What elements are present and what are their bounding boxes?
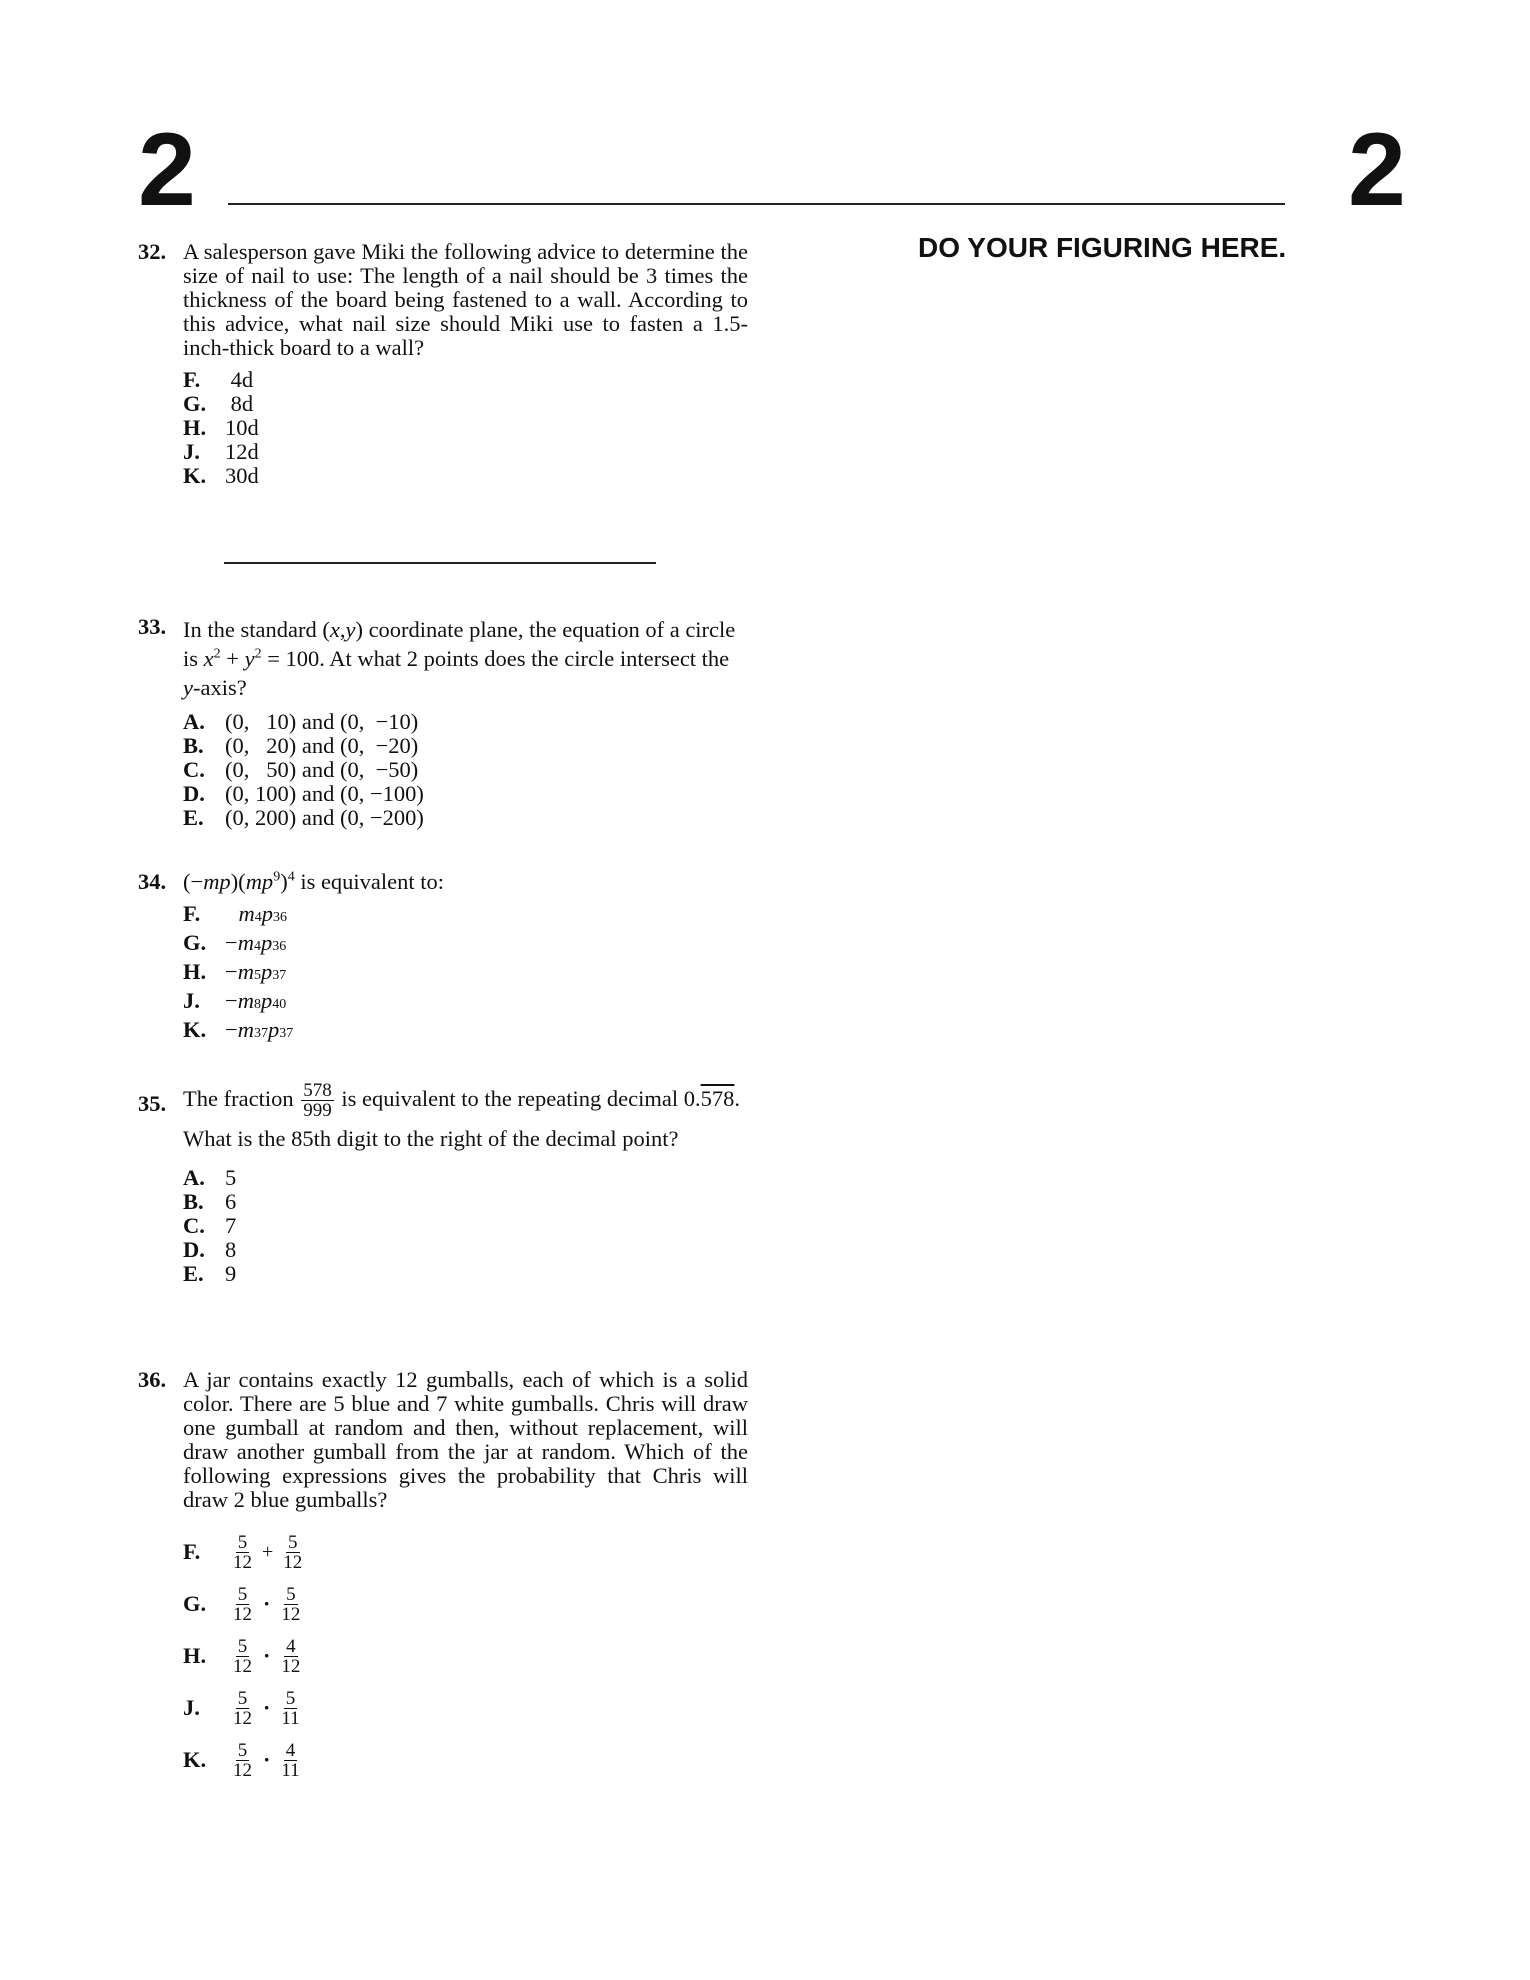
fraction-denominator: 12: [281, 1603, 301, 1625]
var-mp: mp: [245, 869, 274, 894]
fraction-numerator: 5: [285, 1687, 296, 1709]
answer-choice-e[interactable]: [183, 1262, 748, 1286]
fraction-numerator: 4: [286, 1635, 296, 1657]
choice-text: 8d: [225, 391, 254, 416]
var-mp: mp: [203, 869, 231, 894]
question-number: 35.: [138, 1091, 167, 1116]
fraction-denominator: 11: [281, 1759, 300, 1781]
operator: ·: [263, 1643, 271, 1668]
stem-text: ): [280, 869, 288, 894]
fraction: [279, 1689, 301, 1728]
exponent: 2: [254, 646, 262, 662]
fraction: [231, 1533, 254, 1572]
choice-letter: K.: [183, 463, 207, 488]
answer-choices: [183, 368, 748, 488]
choice-letter: J.: [183, 1695, 200, 1720]
question-stem: A jar contains exactly 12 gumballs, each of which is a solid color. There are 5 blue and 7 white gumballs. Chris will draw one gumball at random and then, without replacement, will draw another gumball from the jar at random. Which of the following expressions gives the probability that Chris will draw 2 blue gumballs?: [183, 1367, 748, 1512]
var-m: m: [237, 1017, 254, 1042]
answer-choice-h[interactable]: H. − m 5 p 37: [183, 959, 287, 984]
question-33: [138, 615, 748, 830]
decimal-integer: 0.: [683, 1086, 701, 1111]
choice-text: 9: [225, 1261, 237, 1287]
choice-letter: B.: [183, 1189, 204, 1215]
fraction-numerator: 5: [237, 1531, 248, 1553]
answer-choice-b[interactable]: [183, 1190, 748, 1214]
answer-choice-b[interactable]: [183, 734, 748, 758]
var-y: y: [183, 675, 193, 700]
stem-text: )(: [230, 869, 246, 894]
fraction: [301, 1081, 334, 1120]
stem-text: is equivalent to the repeating decimal: [335, 1086, 684, 1111]
fraction-denominator: 12: [233, 1603, 252, 1625]
choice-letter: D.: [183, 1237, 205, 1263]
fraction-denominator: 999: [303, 1100, 332, 1122]
minus-sign: −: [225, 1017, 238, 1042]
answer-choice-d[interactable]: [183, 782, 748, 806]
operator: ·: [263, 1747, 271, 1772]
fraction-denominator: 12: [233, 1655, 252, 1677]
answer-choice-e[interactable]: [183, 806, 748, 830]
choice-letter: G.: [183, 930, 207, 955]
choice-letter: F.: [183, 367, 201, 392]
answer-choice-a[interactable]: [183, 1166, 748, 1190]
choice-text: 8: [225, 1237, 237, 1263]
choice-text: 7: [225, 1213, 237, 1239]
answer-choice-d[interactable]: [183, 1238, 748, 1262]
var-x: x: [329, 617, 340, 642]
answer-choices: [183, 902, 748, 1047]
repeating-digits: 578: [700, 1086, 735, 1111]
question-stem: A salesperson gave Miki the following advice to determine the size of nail to use: The length of a nail should be 3 times the thickness of the board being fastened to a wall. According to this advice, what nail size should Miki use to fasten a 1.5-inch-thick board to a wall?: [183, 239, 748, 360]
operator: ·: [263, 1695, 271, 1720]
question-divider-rule: [224, 562, 656, 564]
answer-choice-k[interactable]: [183, 464, 748, 488]
var-y: y: [345, 617, 356, 642]
var-m: m: [238, 901, 255, 926]
answer-choice-k[interactable]: [183, 1734, 748, 1786]
operator: +: [262, 1541, 274, 1563]
choice-letter: E.: [183, 1261, 204, 1287]
exponent: 4: [287, 869, 295, 885]
answer-choice-k[interactable]: K. − m 37 p 37: [183, 1017, 294, 1042]
fraction-numerator: 5: [237, 1583, 248, 1605]
fraction-denominator: 12: [283, 1551, 303, 1573]
fraction-numerator: 5: [237, 1739, 248, 1761]
var-p: p: [260, 959, 273, 984]
question-32: [138, 240, 748, 488]
answer-choice-c[interactable]: [183, 1214, 748, 1238]
choice-letter: F.: [183, 901, 201, 926]
answer-choice-h[interactable]: [183, 416, 748, 440]
fraction-numerator: 5: [237, 1687, 248, 1709]
section-number-left: 2: [138, 112, 196, 228]
minus-sign: −: [225, 988, 238, 1013]
minus-sign: −: [225, 930, 238, 955]
choice-letter: E.: [183, 805, 204, 830]
choice-text: (0, 100) and (0, −100): [225, 781, 424, 806]
choice-letter: D.: [183, 781, 205, 806]
fraction-denominator: 12: [233, 1551, 252, 1573]
stem-text: -axis?: [193, 675, 247, 700]
var-x: x: [203, 646, 214, 671]
fraction-denominator: 12: [233, 1759, 252, 1781]
choice-letter: H.: [183, 415, 207, 440]
stem-text: is equivalent to:: [294, 869, 445, 894]
answer-choice-f[interactable]: F. m 4 p 36: [183, 901, 288, 926]
question-36: [138, 1368, 748, 1786]
fraction-denominator: 12: [233, 1707, 252, 1729]
var-p: p: [261, 901, 274, 926]
question-34: [138, 870, 748, 1047]
choice-letter: H.: [183, 1643, 207, 1668]
choice-letter: G.: [183, 1591, 207, 1616]
fraction: [279, 1585, 302, 1624]
fraction: [279, 1741, 301, 1780]
choice-letter: B.: [183, 733, 204, 758]
question-number: 32.: [138, 239, 167, 264]
fraction-numerator: 5: [237, 1635, 248, 1657]
choice-letter: G.: [183, 391, 207, 416]
choice-text: (0, 200) and (0, −200): [225, 805, 424, 830]
question-35: [138, 1080, 748, 1286]
var-m: m: [237, 988, 254, 1013]
fraction-numerator: 4: [285, 1739, 296, 1761]
fraction: [231, 1689, 254, 1728]
operator: ·: [263, 1591, 271, 1616]
question-number: 33.: [138, 614, 167, 639]
choice-text: 5: [225, 1165, 237, 1191]
choice-text: 4d: [225, 367, 254, 392]
stem-text: ,: [339, 617, 346, 642]
choice-letter: K.: [183, 1747, 207, 1772]
fraction: [231, 1585, 254, 1624]
answer-choice-j[interactable]: J. − m 8 p 40: [183, 988, 287, 1013]
stem-text: = 100. At what 2 points does the circle intersect the: [261, 646, 730, 671]
answer-choices: [183, 1166, 748, 1286]
answer-choice-g[interactable]: G. − m 4 p 36: [183, 930, 287, 955]
choice-text: (0, 50) and (0, −50): [225, 757, 419, 782]
question-stem: [183, 1080, 748, 1158]
choice-letter: F.: [183, 1539, 201, 1564]
stem-text: The fraction: [183, 1086, 300, 1111]
answer-choice-a[interactable]: [183, 710, 748, 734]
fraction-denominator: 11: [281, 1707, 300, 1729]
var-m: m: [237, 959, 254, 984]
stem-text: In the standard (: [183, 617, 330, 642]
question-number: 36.: [138, 1367, 167, 1392]
fraction-numerator: 578: [303, 1080, 332, 1102]
answer-choice-g[interactable]: [183, 392, 748, 416]
fraction: [231, 1637, 254, 1676]
answer-choice-f[interactable]: [183, 1526, 748, 1578]
stem-text: (−: [183, 869, 204, 894]
figuring-label: DO YOUR FIGURING HERE.: [918, 232, 1287, 263]
choice-text: 12d: [225, 439, 259, 464]
choice-letter: A.: [183, 1165, 205, 1191]
var-p: p: [260, 930, 273, 955]
answer-choice-c[interactable]: [183, 758, 748, 782]
var-m: m: [237, 930, 254, 955]
choice-letter: J.: [183, 439, 200, 464]
fraction: [231, 1741, 254, 1780]
exponent: 2: [213, 646, 221, 662]
stem-text: . What is the 85th digit to the right of the decimal point?: [183, 1086, 740, 1152]
choice-letter: A.: [183, 709, 205, 734]
answer-choice-j[interactable]: [183, 1682, 748, 1734]
answer-choice-h[interactable]: [183, 1630, 748, 1682]
fraction-denominator: 12: [281, 1655, 301, 1677]
answer-choices: [183, 710, 748, 830]
choice-letter: C.: [183, 1213, 205, 1239]
choice-text: 6: [225, 1189, 237, 1215]
fraction-numerator: 5: [288, 1531, 298, 1553]
stem-text: ) coordinate plane, the equation of a circle is: [183, 617, 736, 671]
var-p: p: [267, 1017, 280, 1042]
exponent: 9: [273, 869, 281, 885]
minus-sign: [225, 902, 239, 926]
stem-text: +: [220, 646, 245, 671]
choice-text: 30d: [225, 463, 259, 488]
choice-text: 10d: [225, 415, 259, 440]
choice-letter: H.: [183, 959, 207, 984]
minus-sign: −: [225, 959, 238, 984]
header-rule: [228, 203, 1285, 205]
answer-choice-f[interactable]: [183, 368, 748, 392]
choice-letter: J.: [183, 988, 200, 1013]
fraction: [281, 1533, 304, 1572]
var-y: y: [244, 646, 255, 671]
question-stem: [183, 870, 748, 894]
choice-letter: K.: [183, 1017, 207, 1042]
choice-letter: C.: [183, 757, 205, 782]
choice-text: (0, 10) and (0, −10): [225, 709, 419, 734]
choice-text: (0, 20) and (0, −20): [225, 733, 419, 758]
question-stem: [183, 615, 748, 702]
var-p: p: [260, 988, 273, 1013]
fraction: [279, 1637, 302, 1676]
answer-choices: [183, 1526, 748, 1786]
answer-choice-j[interactable]: [183, 440, 748, 464]
fraction-numerator: 5: [286, 1583, 296, 1605]
answer-choice-g[interactable]: [183, 1578, 748, 1630]
section-number-right: 2: [1348, 112, 1406, 228]
question-number: 34.: [138, 869, 167, 894]
